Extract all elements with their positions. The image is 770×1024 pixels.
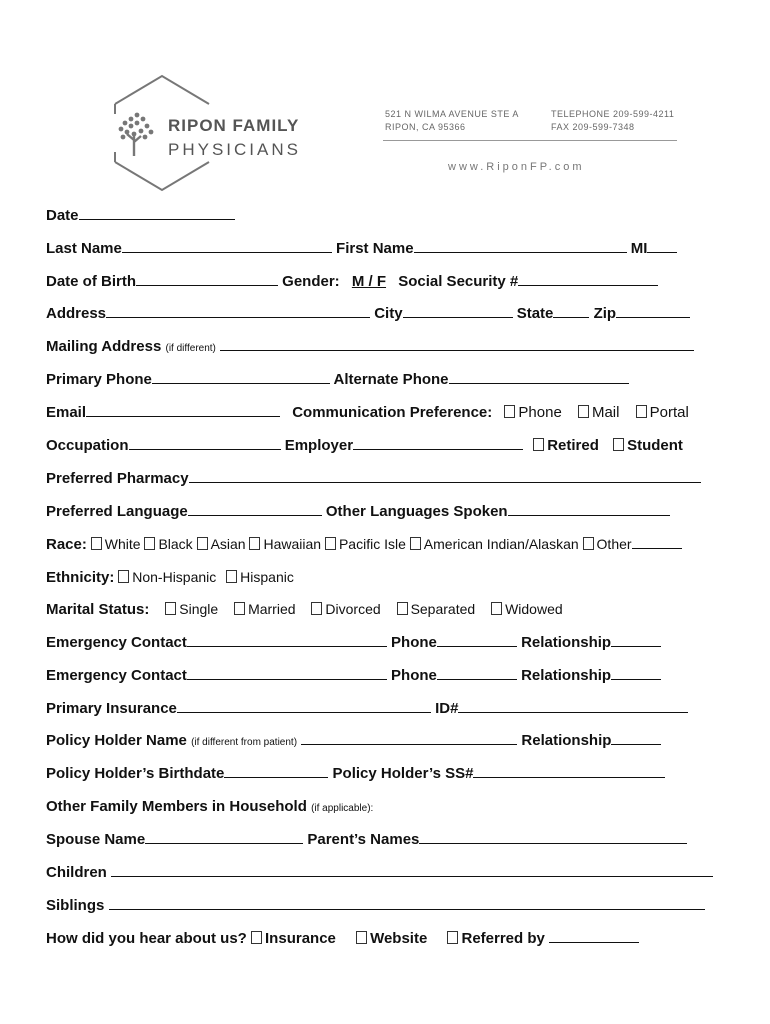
marital-widowed-checkbox[interactable]: Widowed <box>491 601 563 617</box>
children-field[interactable] <box>111 864 713 877</box>
letterhead <box>0 0 770 205</box>
referral-insurance-checkbox[interactable]: Insurance <box>251 930 336 947</box>
emergency-relationship-2-field[interactable] <box>611 667 661 680</box>
row-referral: How did you hear about us? Insurance Website Referred by <box>46 930 726 947</box>
row-email: Email Communication Preference: Phone Mail Portal <box>46 404 689 421</box>
referred-by-field[interactable] <box>549 930 639 943</box>
row-race: Race: White Black Asian Hawaiian Pacific Isle American Indian/Alaskan Other <box>46 536 726 553</box>
emergency-phone-1-field[interactable] <box>437 634 517 647</box>
marital-married-checkbox[interactable]: Married <box>234 601 295 617</box>
row-insurance: Primary Insurance ID# <box>46 700 726 717</box>
first-name-field[interactable] <box>414 240 627 253</box>
row-spouse: Spouse Name Parent’s Names <box>46 831 726 848</box>
address-field[interactable] <box>106 305 370 318</box>
zip-field[interactable] <box>616 305 690 318</box>
occupation-field[interactable] <box>129 437 281 450</box>
primary-phone-field[interactable] <box>152 371 330 384</box>
row-occupation: Occupation Employer Retired Student <box>46 437 683 454</box>
date-field[interactable] <box>79 207 235 220</box>
mailing-address-field[interactable] <box>220 338 694 351</box>
row-phone: Primary Phone Alternate Phone <box>46 371 726 388</box>
spouse-name-field[interactable] <box>145 831 303 844</box>
row-policy-holder: Policy Holder Name (if different from patient) Relationship <box>46 732 726 749</box>
comm-phone-checkbox[interactable]: Phone <box>504 404 561 421</box>
retired-checkbox[interactable]: Retired <box>533 437 599 454</box>
row-other-family: Other Family Members in Household (if applicable): <box>46 798 374 815</box>
state-field[interactable] <box>553 305 589 318</box>
other-languages-field[interactable] <box>508 503 670 516</box>
city-field[interactable] <box>403 305 513 318</box>
brand-name: RIPON FAMILY <box>168 116 300 135</box>
row-policy-holder-dob: Policy Holder’s Birthdate Policy Holder’s SS# <box>46 765 726 782</box>
race-pacific-isle-checkbox[interactable]: Pacific Isle <box>325 536 406 552</box>
comm-mail-checkbox[interactable]: Mail <box>578 404 620 421</box>
brand-subtitle: PHYSICIANS <box>168 140 301 159</box>
policy-holder-name-field[interactable] <box>301 732 517 745</box>
race-other-checkbox[interactable]: Other <box>583 536 632 552</box>
non-hispanic-checkbox[interactable]: Non-Hispanic <box>118 569 216 585</box>
policy-holder-birthdate-field[interactable] <box>224 765 328 778</box>
ssn-field[interactable] <box>518 273 658 286</box>
row-siblings: Siblings <box>46 897 726 914</box>
comm-portal-checkbox[interactable]: Portal <box>636 404 689 421</box>
row-address: Address City State Zip <box>46 305 726 322</box>
clinic-contact: TELEPHONE 209-599-4211 FAX 209-599-7348 <box>551 109 675 132</box>
row-mailing: Mailing Address (if different) <box>46 338 726 355</box>
emergency-contact-1-field[interactable] <box>187 634 387 647</box>
student-checkbox[interactable]: Student <box>613 437 683 454</box>
email-field[interactable] <box>86 404 280 417</box>
dob-field[interactable] <box>136 273 278 286</box>
preferred-language-field[interactable] <box>188 503 322 516</box>
row-language: Preferred Language Other Languages Spoken <box>46 503 726 520</box>
marital-separated-checkbox[interactable]: Separated <box>397 601 476 617</box>
row-pharmacy: Preferred Pharmacy <box>46 470 726 487</box>
last-name-field[interactable] <box>122 240 332 253</box>
row-date: Date <box>46 207 726 224</box>
marital-single-checkbox[interactable]: Single <box>165 601 218 617</box>
emergency-phone-2-field[interactable] <box>437 667 517 680</box>
referral-referred-by-checkbox[interactable]: Referred by <box>447 930 544 947</box>
row-marital: Marital Status: Single Married Divorced Separated Widowed <box>46 601 563 618</box>
race-other-field[interactable] <box>632 536 682 549</box>
race-white-checkbox[interactable]: White <box>91 536 141 552</box>
gender-options[interactable]: M / F <box>351 273 387 290</box>
emergency-relationship-1-field[interactable] <box>611 634 661 647</box>
row-dob: Date of Birth Gender: M / F Social Security # <box>46 273 726 290</box>
race-american-indian-checkbox[interactable]: American Indian/Alaskan <box>410 536 579 552</box>
race-hawaiian-checkbox[interactable]: Hawaiian <box>249 536 321 552</box>
alternate-phone-field[interactable] <box>449 371 629 384</box>
parents-names-field[interactable] <box>419 831 687 844</box>
row-ethnicity: Ethnicity: Non-Hispanic Hispanic <box>46 569 294 586</box>
siblings-field[interactable] <box>109 897 705 910</box>
emergency-contact-2-field[interactable] <box>187 667 387 680</box>
referral-website-checkbox[interactable]: Website <box>356 930 427 947</box>
clinic-website: www.RiponFP.com <box>448 161 585 173</box>
row-children: Children <box>46 864 726 881</box>
mi-field[interactable] <box>647 240 677 253</box>
employer-field[interactable] <box>353 437 523 450</box>
hispanic-checkbox[interactable]: Hispanic <box>226 569 294 585</box>
policy-holder-relationship-field[interactable] <box>611 732 661 745</box>
row-emergency-2: Emergency Contact Phone Relationship <box>46 667 726 684</box>
primary-insurance-field[interactable] <box>177 700 431 713</box>
pharmacy-field[interactable] <box>189 470 701 483</box>
race-black-checkbox[interactable]: Black <box>144 536 192 552</box>
row-name: Last Name First Name MI <box>46 240 726 257</box>
marital-divorced-checkbox[interactable]: Divorced <box>311 601 380 617</box>
policy-holder-ssn-field[interactable] <box>473 765 665 778</box>
row-emergency-1: Emergency Contact Phone Relationship <box>46 634 726 651</box>
race-asian-checkbox[interactable]: Asian <box>197 536 246 552</box>
insurance-id-field[interactable] <box>458 700 688 713</box>
clinic-address: 521 N WILMA AVENUE STE A RIPON, CA 95366 <box>385 109 519 132</box>
header-divider <box>383 140 677 141</box>
